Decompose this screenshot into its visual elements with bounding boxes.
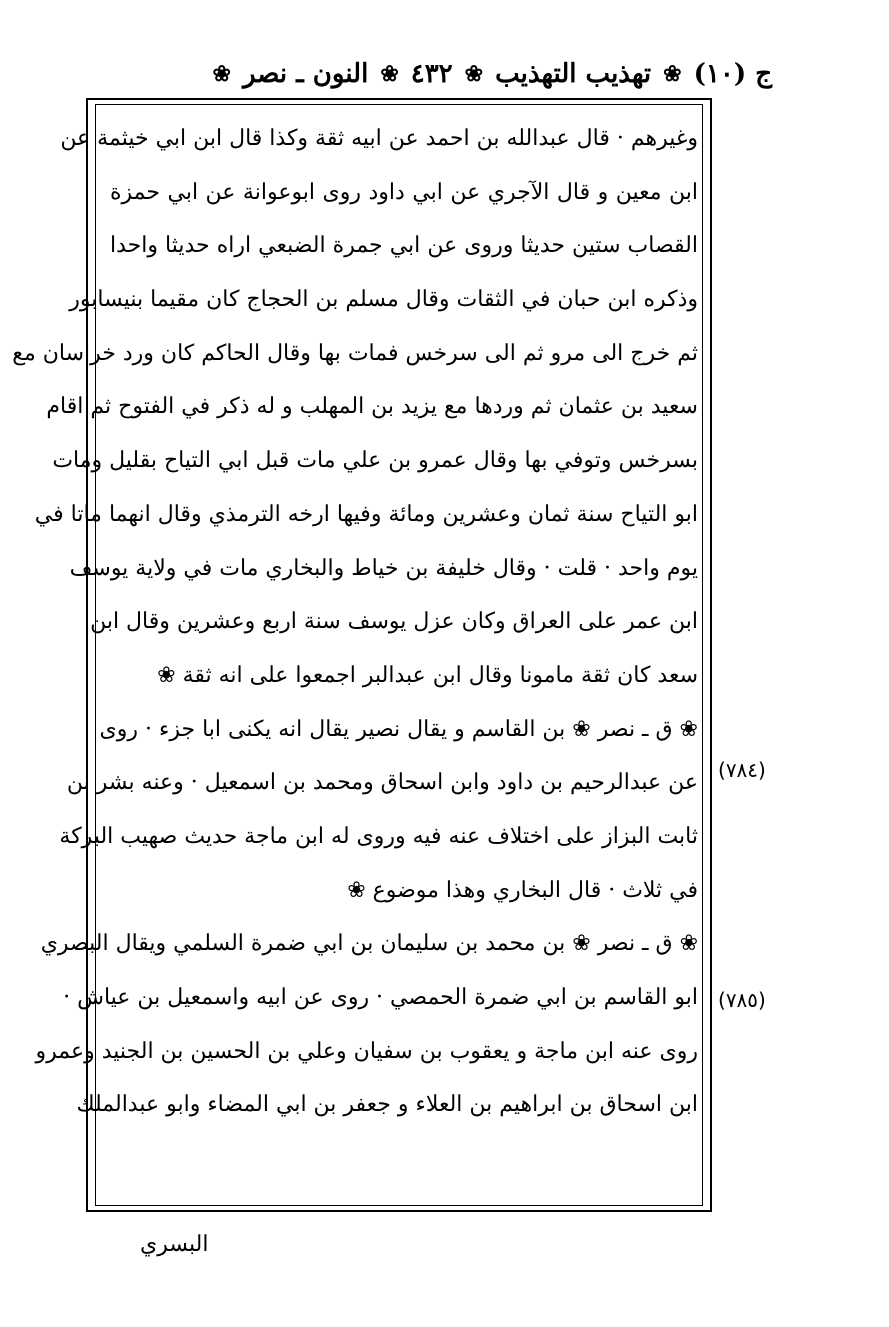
text-line: عن عبدالرحيم بن داود وابن اسحاق ومحمد بن اسمعيل · وعنه بشر بن — [66, 770, 698, 796]
page-number: ٤٣٢ — [410, 59, 453, 89]
text-line: ابو القاسم بن ابي ضمرة الحمصي · روى عن ابيه واسمعيل بن عياش · — [63, 985, 698, 1010]
text-line: ابن معين و قال الآجري عن ابي داود روى ابوعوانة عن ابي حمزة — [110, 179, 698, 205]
ornament-icon: ❀ — [663, 61, 682, 87]
text-line: في ثلاث · قال البخاري وهذا موضوع ❀ — [347, 877, 698, 903]
text-line: يوم واحد · قلت · وقال خليفة بن خياط والبخاري مات في ولاية يوسف — [69, 555, 698, 581]
text-line: روى عنه ابن ماجة و يعقوب بن سفيان وعلي بن الحسين بن الجنيد وعمرو — [35, 1038, 698, 1064]
text-line: القصاب ستين حديثا وروى عن ابي جمرة الضبعي اراه حديثا واحدا — [110, 233, 698, 259]
ornament-icon: ❀ — [380, 61, 399, 87]
entry-number: (٧٨٥) — [718, 988, 766, 1012]
text-line: سعيد بن عثمان ثم وردها مع يزيد بن المهلب و له ذكر في الفتوح ثم اقام — [46, 394, 698, 420]
ornament-icon: ❀ — [212, 61, 231, 87]
entry-number: (٧٨٤) — [718, 758, 766, 782]
book-title: تهذيب التهذيب — [495, 59, 652, 89]
text-line: وذكره ابن حبان في الثقات وقال مسلم بن الحجاج كان مقيما بنيسابور — [69, 287, 698, 313]
ornament-icon: ❀ — [464, 61, 484, 87]
volume-label: ج (١٠) — [693, 59, 772, 89]
section-title: النون ـ نصر — [242, 59, 369, 89]
text-line: ابن اسحاق بن ابراهيم بن العلاء و جعفر بن ابي المضاء وابو عبدالملك — [76, 1092, 698, 1118]
catchword: البسري — [140, 1232, 209, 1257]
text-line: وغيرهم · قال عبدالله بن احمد عن ابيه ثقة وكذا قال ابن ابي خيثمة عن — [60, 126, 698, 151]
text-line: ابو التياح سنة ثمان وعشرين ومائة وفيها ارخه الترمذي وقال انهما ماتا في — [34, 501, 698, 527]
entry-heading: ❀ ق ـ نصر ❀ بن القاسم و يقال نصير يقال انه يكنى ابا جزء · روى — [99, 716, 698, 742]
body-text — [12, 112, 698, 1132]
text-line: ثم خرج الى مرو ثم الى سرخس فمات بها وقال الحاكم كان ورد خراسان مع — [12, 340, 698, 366]
text-line: سعد كان ثقة مامونا وقال ابن عبدالبر اجمعوا على انه ثقة ❀ — [157, 662, 698, 688]
text-line: بسرخس وتوفي بها وقال عمرو بن علي مات قبل ابي التياح بقليل ومات — [52, 448, 698, 474]
text-line: ابن عمر على العراق وكان عزل يوسف سنة اربع وعشرين وقال ابن — [90, 609, 698, 635]
running-header — [76, 52, 772, 96]
entry-heading: ❀ ق ـ نصر ❀ بن محمد بن سليمان بن ابي ضمرة السلمي ويقال البصري — [40, 931, 698, 957]
text-line: ثابت البزاز على اختلاف عنه فيه وروى له ابن ماجة حديث صهيب البركة — [59, 823, 698, 849]
